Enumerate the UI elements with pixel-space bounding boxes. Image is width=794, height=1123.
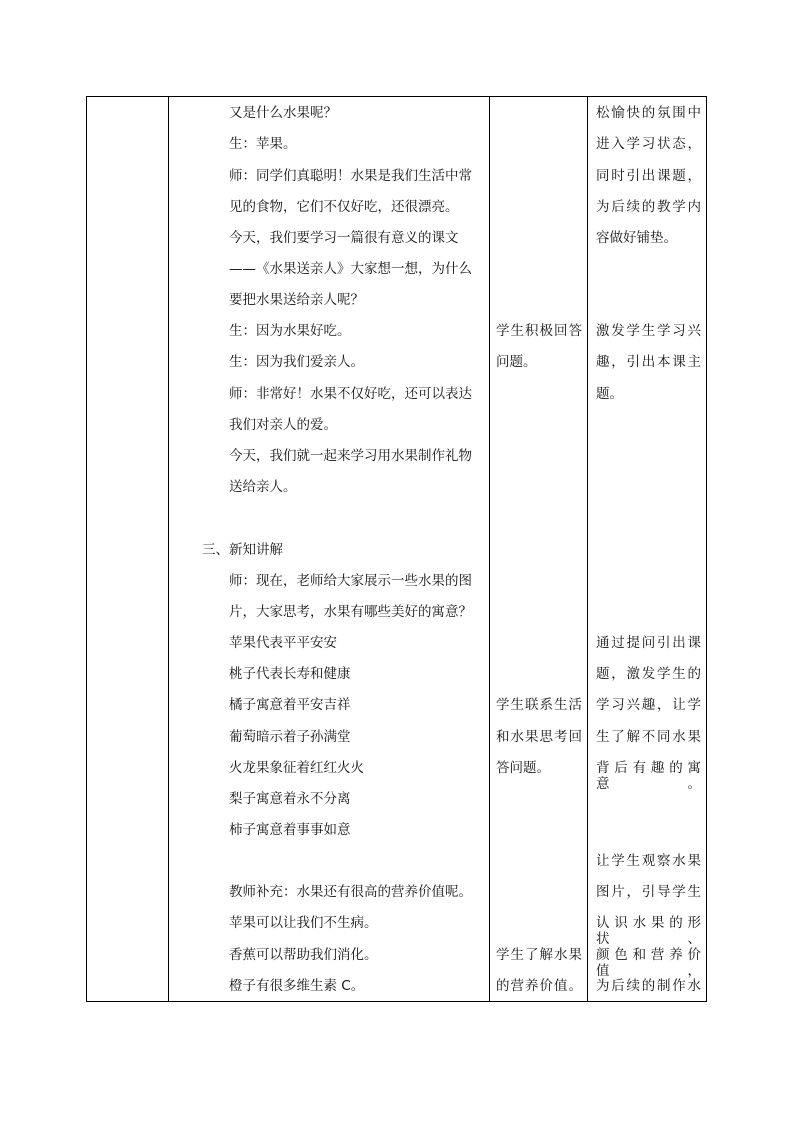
intent-line: 通过提问引出课 <box>596 635 701 651</box>
process-line: 生：因为水果好吃。 <box>229 323 351 339</box>
process-line: 片，大家思考，水果有哪些美好的寓意？ <box>229 604 472 620</box>
column-divider <box>168 97 169 1001</box>
process-line: 香蕉可以帮助我们消化。 <box>229 947 378 963</box>
intent-line: 让学生观察水果 <box>596 853 701 869</box>
process-line: 火龙果象征着红红火火 <box>229 760 364 776</box>
process-line: 橘子寓意着平安吉祥 <box>229 697 351 713</box>
intent-line: 颜色和营养价值， <box>596 947 701 979</box>
process-line: 梨子寓意着永不分离 <box>229 791 351 807</box>
intent-line: 学习兴趣，让学 <box>596 697 701 713</box>
process-line: 今天，我们要学习一篇很有意义的课文 <box>229 230 459 246</box>
student-line: 学生联系生活 <box>496 697 582 713</box>
process-line: 苹果代表平平安安 <box>229 635 337 651</box>
process-line: 生：因为我们爱亲人。 <box>229 354 364 370</box>
intent-line: 背后有趣的寓意。 <box>596 760 701 792</box>
intent-line: 题。 <box>596 386 623 402</box>
intent-line: 为后续的教学内 <box>596 199 701 215</box>
process-line: 生：苹果。 <box>229 136 297 152</box>
process-line: 葡萄暗示着子孙满堂 <box>229 729 351 745</box>
intent-line: 为后续的制作水 <box>596 978 701 994</box>
column-divider <box>587 97 588 1001</box>
process-line: 又是什么水果呢？ <box>229 105 337 121</box>
process-line: 师：现在，老师给大家展示一些水果的图 <box>229 573 472 589</box>
process-line: ——《水果送亲人》大家想一想，为什么 <box>229 261 472 277</box>
intent-line: 生了解不同水果 <box>596 729 701 745</box>
process-line: 见的食物，它们不仅好吃，还很漂亮。 <box>229 199 459 215</box>
intent-line: 容做好铺垫。 <box>596 230 677 246</box>
intent-line: 图片，引导学生 <box>596 884 701 900</box>
process-line: 今天，我们就一起来学习用水果制作礼物 <box>229 448 472 464</box>
student-line: 和水果思考回 <box>496 729 582 745</box>
process-line: 柿子寓意着事事如意 <box>229 822 351 838</box>
process-line: 教师补充：水果还有很高的营养价值呢。 <box>229 884 472 900</box>
column-divider <box>489 97 490 1001</box>
intent-line: 进入学习状态， <box>596 136 701 152</box>
lesson-plan-table <box>86 96 707 1002</box>
student-line: 学生了解水果 <box>496 947 582 963</box>
process-line: 我们对亲人的爱。 <box>229 417 337 433</box>
process-line: 送给亲人。 <box>229 479 297 495</box>
process-line: 苹果可以让我们不生病。 <box>229 915 378 931</box>
intent-line: 同时引出课题， <box>596 168 701 184</box>
student-line: 答问题。 <box>496 760 550 776</box>
intent-line: 趣，引出本课主 <box>596 354 701 370</box>
process-line: 桃子代表长寿和健康 <box>229 666 351 682</box>
process-line: 师：非常好！水果不仅好吃，还可以表达 <box>229 386 472 402</box>
process-line: 师：同学们真聪明！水果是我们生活中常 <box>229 168 472 184</box>
process-line: 要把水果送给亲人呢？ <box>229 292 364 308</box>
stage-cell <box>87 97 168 1001</box>
intent-line: 松愉快的氛围中 <box>596 105 701 121</box>
intent-line: 认识水果的形状、 <box>596 915 701 947</box>
section-heading: 三、新知讲解 <box>202 542 283 558</box>
intent-line: 题，激发学生的 <box>596 666 701 682</box>
student-line: 的营养价值。 <box>496 978 582 994</box>
student-line: 学生积极回答 <box>496 323 582 339</box>
process-line: 橙子有很多维生素 C。 <box>229 978 365 994</box>
student-line: 问题。 <box>496 354 537 370</box>
intent-line: 激发学生学习兴 <box>596 323 701 339</box>
